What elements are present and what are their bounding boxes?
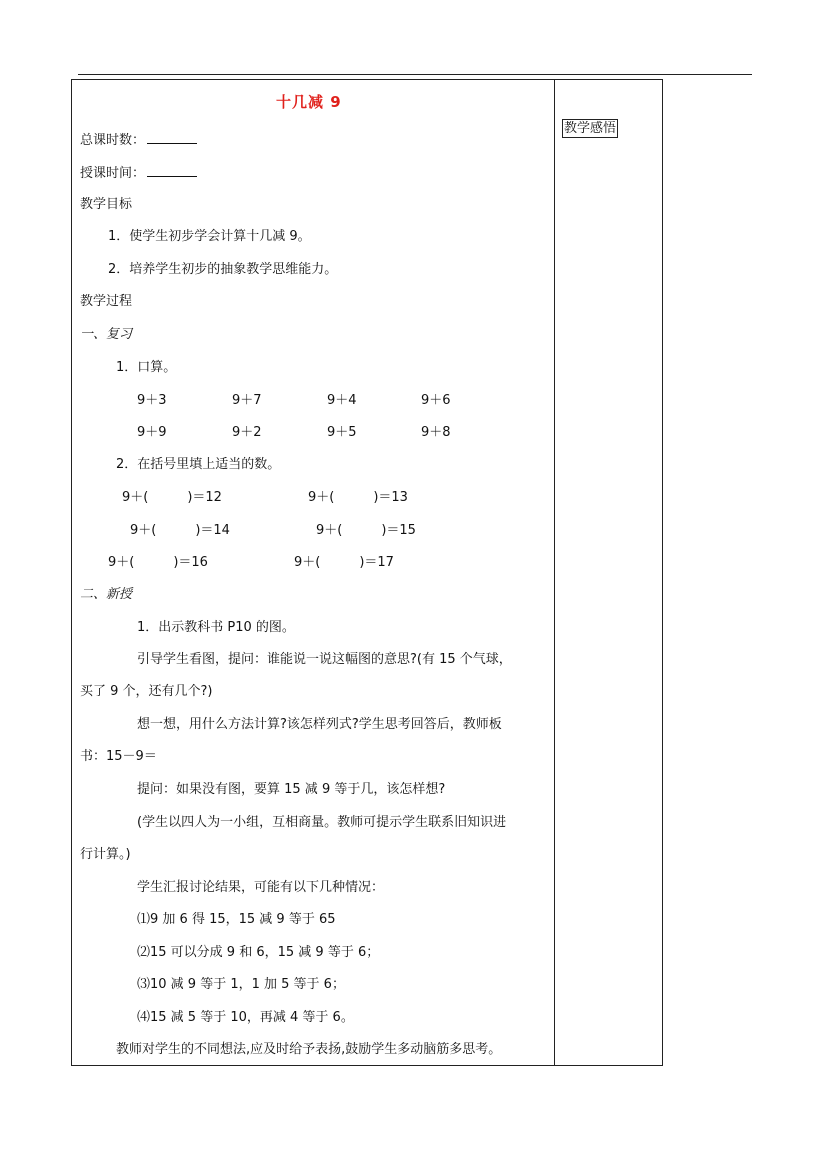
oral-item: 9＋4: [327, 393, 357, 408]
total-hours-blank: [147, 131, 197, 144]
goal-item-1: 1．使学生初步学会计算十几减 9。: [108, 229, 311, 244]
teach-time-label: 授课时间：: [80, 166, 146, 181]
teach-time-blank: [147, 164, 197, 177]
reflection-label: 教学感悟: [564, 121, 617, 136]
total-hours-field: [80, 131, 197, 150]
step-1: 1．出示教科书 P10 的图。: [137, 620, 295, 635]
case-item: ⑶10 减 9 等于 1，1 加 5 等于 6；: [137, 977, 345, 992]
oral-item: 9＋7: [232, 393, 262, 408]
oral-calc-heading: 1．口算。: [116, 360, 177, 375]
report-line: 学生汇报讨论结果，可能有以下几种情况：: [137, 880, 385, 895]
goal-item-2: 2．培养学生初步的抽象教学思维能力。: [108, 262, 338, 277]
think-line-2: 书：15－9＝: [80, 749, 157, 764]
teach-time-field: [80, 164, 197, 183]
oral-item: 9＋6: [421, 393, 451, 408]
closing-line: 教师对学生的不同想法,应及时给予表扬,鼓励学生多动脑筋多思考。: [116, 1042, 502, 1057]
guide-line-2: 买了 9 个，还有几个?): [80, 684, 213, 699]
case-item: ⑴9 加 6 得 15，15 减 9 等于 65: [137, 912, 336, 927]
review-heading: 一、复习: [80, 327, 133, 342]
oral-item: 9＋9: [137, 425, 167, 440]
fill-item: 9＋( )＝13: [308, 490, 408, 505]
oral-item: 9＋2: [232, 425, 262, 440]
page-title: 十几减 9: [276, 93, 342, 111]
oral-item: 9＋5: [327, 425, 357, 440]
think-line-1: 想一想，用什么方法计算?该怎样列式?学生思考回答后，教师板: [137, 717, 502, 732]
fill-item: 9＋( )＝15: [316, 523, 416, 538]
total-hours-label: 总课时数：: [80, 133, 146, 148]
group-line-1: (学生以四人为一小组，互相商量。教师可提示学生联系旧知识进: [137, 815, 507, 830]
new-lesson-heading: 二、新授: [80, 587, 133, 602]
guide-line-1: 引导学生看图，提问：谁能说一说这幅图的意思?(有 15 个气球，: [137, 652, 512, 667]
column-divider: [554, 79, 555, 1066]
process-heading: 教学过程: [80, 294, 133, 309]
fill-item: 9＋( )＝14: [130, 523, 230, 538]
case-item: ⑷15 减 5 等于 10，再减 4 等于 6。: [137, 1010, 354, 1025]
oral-item: 9＋8: [421, 425, 451, 440]
fill-item: 9＋( )＝16: [108, 555, 208, 570]
header-rule: [78, 74, 752, 75]
question-line: 提问：如果没有图，要算 15 减 9 等于几，该怎样想?: [137, 782, 446, 797]
oral-item: 9＋3: [137, 393, 167, 408]
goals-heading: 教学目标: [80, 197, 133, 212]
case-item: ⑵15 可以分成 9 和 6，15 减 9 等于 6；: [137, 945, 380, 960]
fill-item: 9＋( )＝17: [294, 555, 394, 570]
fill-heading: 2．在括号里填上适当的数。: [116, 457, 281, 472]
fill-item: 9＋( )＝12: [122, 490, 222, 505]
group-line-2: 行计算。): [80, 847, 131, 862]
